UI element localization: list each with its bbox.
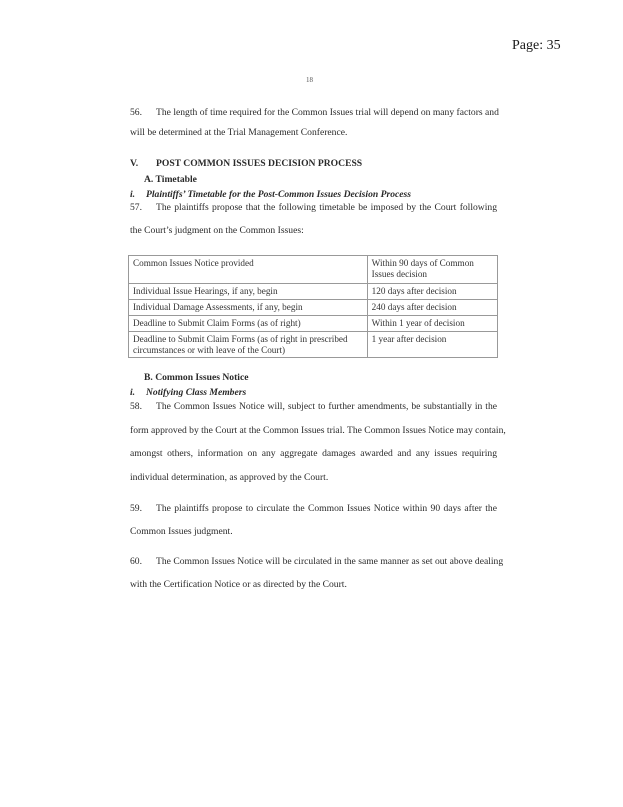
paragraph-number: 56. (130, 107, 142, 118)
paragraph-58-line-3: amongst others, information on any aggregate damages awarded and any issues requiring (130, 448, 497, 459)
section-number: V. (130, 158, 139, 169)
paragraph-text: The plaintiffs propose to circulate the Common Issues Notice within 90 days after the (156, 503, 497, 514)
table-row (129, 332, 498, 358)
table-cell-timing: Within 90 days of Common Issues decision (367, 256, 497, 284)
paragraph-60-line-2: with the Certification Notice or as directed by the Court. (130, 579, 347, 590)
paragraph-number: 57. (130, 202, 142, 213)
paragraph-60-line-1 (130, 556, 504, 567)
paragraph-number: 58. (130, 401, 142, 412)
timetable-table (128, 255, 498, 358)
table-cell-event: Deadline to Submit Claim Forms (as of right) (129, 316, 368, 332)
table-cell-timing: 240 days after decision (367, 300, 497, 316)
table-cell-timing: 120 days after decision (367, 284, 497, 300)
paragraph-56-line-1 (130, 108, 497, 118)
paragraph-59-line-2: Common Issues judgment. (130, 526, 233, 537)
paragraph-57-line-2: the Court’s judgment on the Common Issues: (130, 225, 304, 236)
paragraph-text: The Common Issues Notice will, subject to further amendments, be substantially in the (156, 401, 497, 412)
paragraph-text: The Common Issues Notice will be circulated in the same manner as set out above dealing (156, 556, 504, 567)
table-row (129, 316, 498, 332)
paragraph-text: The length of time required for the Common Issues trial will depend on many factors and (156, 107, 499, 118)
paragraph-number: 60. (130, 556, 142, 567)
subheading-a-i (130, 189, 411, 200)
table-cell-event: Common Issues Notice provided (129, 256, 368, 284)
paragraph-58-line-2: form approved by the Court at the Common Issues trial. The Common Issues Notice may contain, (130, 425, 506, 436)
paragraph-57-line-1 (130, 203, 497, 213)
section-title: POST COMMON ISSUES DECISION PROCESS (156, 158, 363, 169)
page-number: 18 (306, 76, 313, 84)
subheading-b-i (130, 387, 246, 398)
table-row (129, 256, 498, 284)
paragraph-58-line-4: individual determination, as approved by the Court. (130, 472, 329, 483)
paragraph-59-line-1 (130, 504, 497, 514)
subheading-number: i. (130, 387, 136, 398)
table-cell-event: Individual Issue Hearings, if any, begin (129, 284, 368, 300)
subheading-b-common-issues-notice: B. Common Issues Notice (144, 372, 249, 383)
subheading-title: Plaintiffs’ Timetable for the Post-Common Issues Decision Process (146, 189, 411, 200)
table-cell-timing: Within 1 year of decision (367, 316, 497, 332)
table-row (129, 284, 498, 300)
table-cell-event: Deadline to Submit Claim Forms (as of right in prescribed circumstances or with leave of the Court) (129, 332, 368, 358)
subheading-title: Notifying Class Members (146, 387, 247, 398)
page-label: Page: 35 (512, 38, 561, 53)
table-cell-event: Individual Damage Assessments, if any, begin (129, 300, 368, 316)
section-heading-v (130, 158, 362, 169)
table-row (129, 300, 498, 316)
paragraph-58-line-1 (130, 402, 497, 412)
paragraph-number: 59. (130, 503, 142, 514)
paragraph-56-line-2: will be determined at the Trial Management Conference. (130, 127, 348, 138)
table-cell-timing: 1 year after decision (367, 332, 497, 358)
paragraph-text: The plaintiffs propose that the following timetable be imposed by the Court following (156, 202, 497, 213)
subheading-number: i. (130, 189, 136, 200)
subheading-a-timetable: A. Timetable (144, 174, 197, 185)
